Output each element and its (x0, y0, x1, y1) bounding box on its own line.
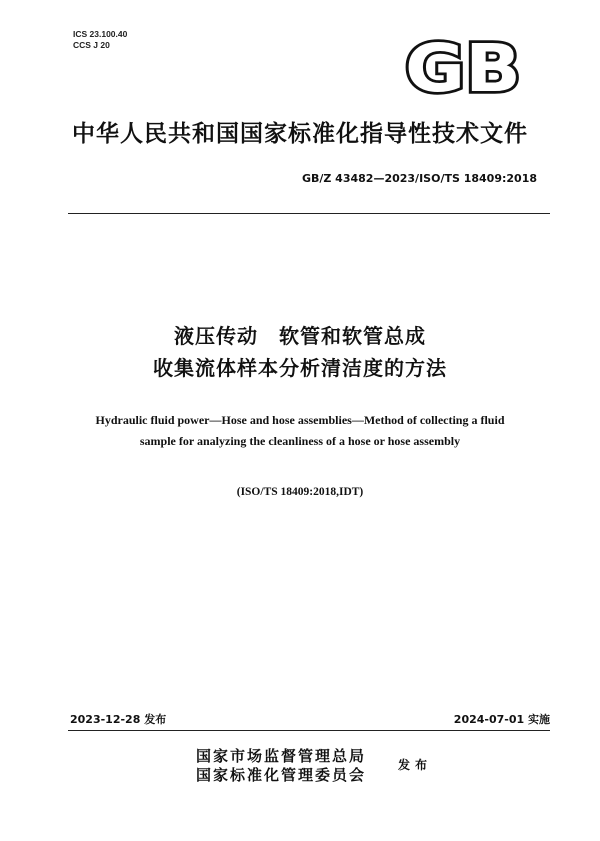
document-type-heading: 中华人民共和国国家标准化指导性技术文件 (72, 121, 528, 147)
chinese-title-line-2: 收集流体样本分析清洁度的方法 (153, 356, 447, 380)
top-divider (68, 213, 550, 214)
gb-logo-icon (403, 38, 523, 96)
english-title-line-2: sample for analyzing the cleanliness of a hose or hose assembly (139, 434, 461, 448)
issue-word: 发布 (398, 758, 433, 772)
standard-number: GB/Z 43482—2023/ISO/TS 18409:2018 (301, 172, 537, 185)
issuer-line-2: 国家标准化管理委员会 (196, 766, 367, 784)
issuer-line-1: 国家市场监督管理总局 (196, 747, 367, 765)
ics-code: ICS 23.100.40 (73, 29, 128, 39)
adoption-note: (ISO/TS 18409:2018,IDT) (236, 486, 364, 498)
implementation-date: 2024-07-01 实施 (453, 713, 550, 726)
svg-text:GB: GB (405, 38, 521, 96)
issue-date: 2023-12-28 发布 (70, 713, 167, 726)
bottom-divider (68, 730, 550, 731)
english-title-line-1: Hydraulic fluid power—Hose and hose assemblies—Method of collecting a fluid (95, 413, 505, 427)
chinese-title-line-1: 液压传动 软管和软管总成 (174, 324, 426, 348)
ccs-code: CCS J 20 (73, 40, 110, 50)
